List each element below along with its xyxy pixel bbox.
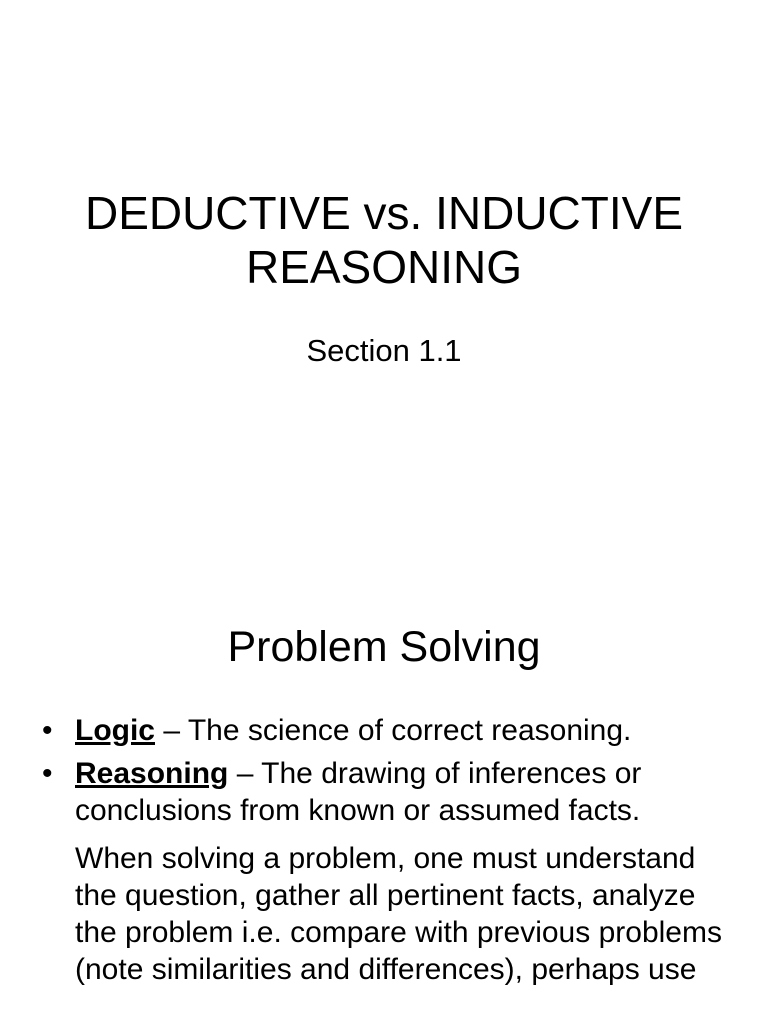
slide-subtitle: Section 1.1 (306, 333, 462, 368)
bullet-definition: – The drawing of inferences or conclusions from known or assumed facts. (75, 757, 642, 827)
bullet-definition: – The science of correct reasoning. (155, 714, 632, 747)
slide-heading: Problem Solving (227, 623, 541, 671)
title-line-1: DEDUCTIVE vs. INDUCTIVE (84, 187, 684, 239)
bullet-term: Logic (75, 714, 155, 747)
bullet-term: Reasoning (75, 757, 229, 790)
bullet-list (0, 712, 768, 835)
bullet-item-reasoning (0, 755, 768, 829)
slide-problem-solving (0, 576, 768, 1024)
body-paragraph: When solving a problem, one must understand the question, gather all pertinent facts, analyze the problem i.e. compare with previous problems (note similarities and differences), perhaps use (75, 842, 722, 986)
bullet-item-logic (0, 712, 768, 749)
title-line-2: REASONING (245, 241, 523, 293)
slide-title-heading (0, 186, 768, 294)
bullet-icon: • (42, 714, 53, 747)
bullet-icon: • (42, 757, 53, 790)
